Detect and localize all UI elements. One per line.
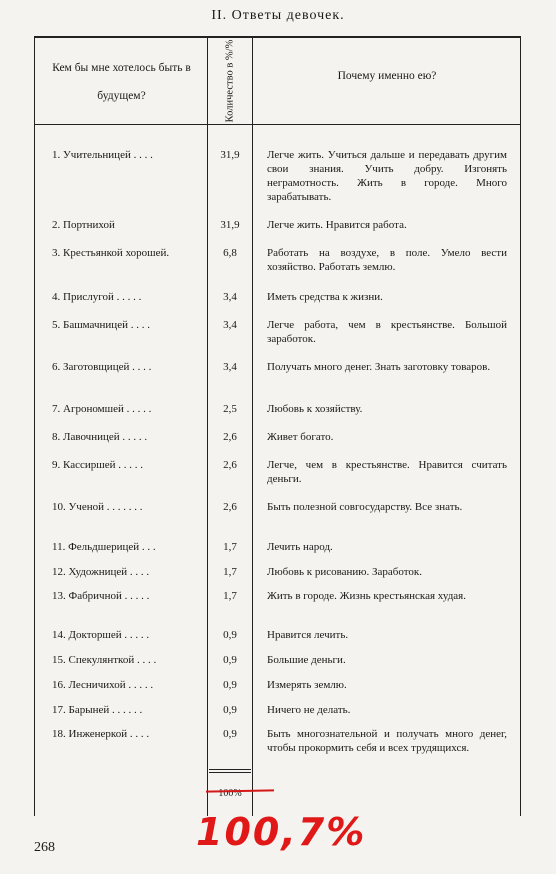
- row-percent: 2,5: [223, 403, 237, 415]
- row-occupation: 6. Заготовщицей . . . .: [52, 361, 152, 373]
- row-occupation: 4. Прислугой . . . . .: [52, 291, 142, 303]
- survey-table: [34, 36, 521, 816]
- total-percent: 100%: [218, 788, 242, 799]
- row-percent: 31,9: [220, 149, 240, 161]
- table-top-rule: [34, 36, 521, 38]
- row-percent: 2,6: [223, 459, 237, 471]
- row-reason: Большие деньги.: [267, 654, 346, 666]
- row-occupation: 11. Фельдшерицей . . .: [52, 541, 156, 553]
- row-percent: 1,7: [223, 566, 237, 578]
- row-reason: Иметь средства к жизни.: [267, 291, 383, 303]
- page-title: II. Ответы девочек.: [211, 8, 345, 23]
- page-number: 268: [34, 840, 55, 855]
- total-rule: [209, 769, 251, 770]
- row-occupation: 16. Лесничихой . . . . .: [52, 679, 154, 691]
- header-rule: [34, 124, 521, 125]
- row-reason: Ничего не делать.: [267, 704, 351, 716]
- row-percent: 3,4: [223, 291, 237, 303]
- row-occupation: 3. Крестьянкой хорошей.: [52, 247, 170, 259]
- row-occupation: 1. Учительницей . . . .: [52, 149, 153, 161]
- row-reason: Жить в городе. Жизнь крестьянская худая.: [267, 590, 466, 602]
- row-occupation: 12. Художницей . . . .: [52, 566, 150, 578]
- row-reason: Нравится лечить.: [267, 629, 349, 641]
- row-percent: 0,9: [223, 629, 237, 641]
- row-percent: 1,7: [223, 541, 237, 553]
- row-occupation: 15. Спекулянткой . . . .: [52, 654, 157, 666]
- header-percent-cell: [209, 40, 251, 122]
- row-reason: Работать на воздухе, в поле. Умело вести хозяйство. Работать землю.: [267, 247, 507, 273]
- row-percent: 2,6: [223, 501, 237, 513]
- row-reason: Любовь к хозяйству.: [267, 403, 363, 415]
- row-occupation: 17. Барыней . . . . . .: [52, 704, 143, 716]
- row-occupation: 7. Агрономшей . . . . .: [52, 403, 152, 415]
- row-reason: Лечить народ.: [267, 541, 333, 553]
- column-divider-2: [252, 36, 253, 816]
- row-reason: Легче жить. Учиться дальше и передавать другим свои знания. Учить добру. Изгонять неграмотность. Жить в городе. Много зарабатывать.: [267, 149, 507, 203]
- row-occupation: 8. Лавочницей . . . . .: [52, 431, 148, 443]
- row-reason: Живет богато.: [267, 431, 334, 443]
- column-divider-left: [34, 36, 35, 816]
- header-reason: Почему именно ею?: [337, 70, 437, 82]
- row-percent: 1,7: [223, 590, 237, 602]
- header-occupation: Кем бы мне хотелось быть в будущем?: [52, 62, 191, 102]
- handwritten-correction: 100,7%: [196, 810, 367, 854]
- row-occupation: 10. Ученой . . . . . . .: [52, 501, 143, 513]
- row-reason: Быть многознательной и получать много денег, чтобы прокормить себя и всех трудящихся.: [267, 728, 507, 754]
- row-occupation: 2. Портнихой: [52, 219, 115, 231]
- row-reason: Легче жить. Нравится работа.: [267, 219, 407, 231]
- row-reason: Измерять землю.: [267, 679, 347, 691]
- header-percent: Количество в %/%: [224, 39, 236, 123]
- row-percent: 0,9: [223, 679, 237, 691]
- row-occupation: 13. Фабричной . . . . .: [52, 590, 150, 602]
- row-reason: Получать много денег. Знать заготовку товаров.: [267, 361, 491, 373]
- row-percent: 0,9: [223, 704, 237, 716]
- row-percent: 31,9: [220, 219, 240, 231]
- row-occupation: 14. Докторшей . . . . .: [52, 629, 150, 641]
- row-percent: 0,9: [223, 728, 237, 740]
- row-percent: 2,6: [223, 431, 237, 443]
- row-percent: 3,4: [223, 319, 237, 331]
- row-percent: 3,4: [223, 361, 237, 373]
- total-rule-double: [209, 772, 251, 773]
- row-percent: 0,9: [223, 654, 237, 666]
- row-reason: Быть полезной совгосударству. Все знать.: [267, 501, 463, 513]
- row-occupation: 9. Кассиршей . . . . .: [52, 459, 143, 471]
- column-divider-right: [520, 36, 521, 816]
- row-percent: 6,8: [223, 247, 237, 259]
- row-occupation: 5. Башмачницей . . . .: [52, 319, 150, 331]
- row-occupation: 18. Инженеркой . . . .: [52, 728, 150, 740]
- row-reason: Легче работа, чем в крестьянстве. Большой заработок.: [267, 319, 507, 345]
- row-reason: Любовь к рисованию. Заработок.: [267, 566, 423, 578]
- row-reason: Легче, чем в крестьянстве. Нравится считать деньги.: [267, 459, 507, 485]
